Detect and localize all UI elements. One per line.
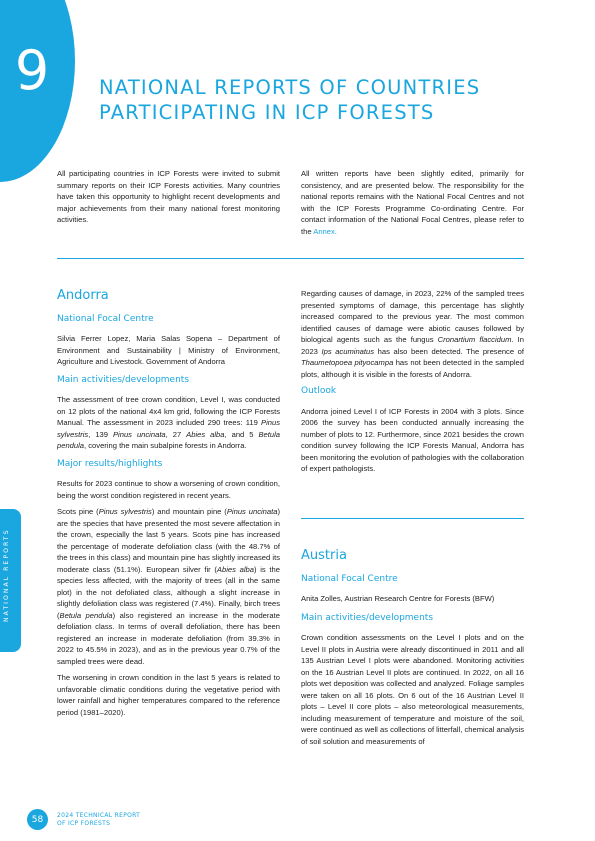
andorra-nfc-heading: National Focal Centre [57, 313, 154, 324]
footer-report-title [57, 812, 140, 828]
austria-nfc-text: Anita Zolles, Austrian Research Centre for Forests (BFW) [301, 594, 495, 603]
intro-divider [57, 258, 524, 259]
section-side-tab-label: NATIONAL REPORTS [3, 528, 10, 622]
page-number: 58 [27, 809, 48, 830]
intro-left-text: All participating countries in ICP Forests were invited to submit summary reports on their ICP Forests activities. Many countries have taken this opportunity to highlight recent developments and major achievements from their many national forest monitoring activities. [57, 169, 280, 224]
andorra-results-p2: Scots pine (Pinus sylvestris) and mountain pine (Pinus uncinata) are the species that have presented the most severe affectation in the crown, especially the last 5 years. Scots pine has increased the percentage of moderate defoliation class (with the 48.7% of the trees in this class) and mountain pine has slightly increased its moderate class (51.1%). European silver fir (Abies alba) is the species less affected, with the majority of trees (all in the same plot) in the not defoliated class, although a slight increase in slightly defoliation class was registered (7.4%). Finally, birch trees (Betula pendula) also registered an increase in the moderate defoliation class. In terms of overall defoliation, there has been registered an increase in moderate defoliation (from 39.3% in 2022 to 45.5% in 2023), and as in the previous year 0.7% of the sampled trees were dead. [57, 507, 280, 666]
annex-link[interactable]: Annex. [313, 226, 337, 236]
andorra-activities-heading: Main activities/developments [57, 374, 190, 385]
andorra-results-heading: Major results/highlights [57, 458, 163, 469]
austria-heading: Austria [301, 548, 347, 563]
andorra-results-p1: Results for 2023 continue to show a worsening of crown condition, being the worst condition registered in recent years. [57, 479, 280, 500]
chapter-title-line1: NATIONAL REPORTS OF COUNTRIES [99, 76, 481, 99]
austria-activities-heading: Main activities/developments [301, 612, 434, 623]
andorra-activities-text: The assessment of tree crown condition, Level I, was conducted on 12 plots of the national 4x4 km grid, following the ICP Forests Manual. The assessment in 2023 included 290 trees: 119 Pinus sylvestris, 139 Pinus uncinata, 27 Abies alba, and 5 Betula pendula, covering the main subalpine forests in Andorra. [57, 395, 280, 450]
footer-line1: 2024 TECHNICAL REPORT [57, 812, 141, 819]
andorra-results-p3: The worsening in crown condition in the last 5 years is related to unfavorable climatic conditions during the vegetative period with lower rainfall and higher temperatures compared to the reference period (1981–2020). [57, 673, 280, 717]
austria-nfc-heading: National Focal Centre [301, 573, 398, 584]
intro-right-body: All written reports have been slightly edited, primarily for consistency, and are presented below. The responsibility for the national reports remains with the National Focal Centres and not with the ICP Forests Programme Co-ordinating Centre. For contact information of the National Focal Centres, please refer to the [301, 169, 524, 236]
andorra-nfc-text: Silvia Ferrer Lopez, Maria Salas Sopena – Department of Environment and Sustainability | Ministry of Environment, Agriculture and Livestock. Government of Andorra [57, 334, 280, 366]
austria-activities-text: Crown condition assessments on the Level I plots and on the Level II plots in Austria were already discontinued in 2011 and all 135 Austrian Level I plots were abandoned. Monitoring activities on the 16 Austrian Level II plots are continued. In 2022, on all 16 plots wet deposition was collected and analyzed. Foliage samples were taken on all 16 plots. On 6 out of the 16 Austrian Level II plots – Level II core plots – also meteorological measurements, including measurement of temperature and moisture of the soil, were continued as well as collections of litterfall, chemical analysis of soil solution and measurements of [301, 633, 524, 746]
andorra-heading: Andorra [57, 288, 109, 303]
chapter-number: 9 [14, 39, 50, 102]
chapter-title [99, 75, 539, 125]
footer-line2: OF ICP FORESTS [57, 820, 111, 827]
intro-right-text [301, 168, 524, 237]
andorra-damage-text: Regarding causes of damage, in 2023, 22% of the sampled trees presented symptoms of damage, this percentage has slightly increased compared to the previous year. The most common identified causes of damage were abiotic causes followed by biological agents such as the fungus Cronartium flaccidum. In 2023 Ips acuminatus has also been detected. The presence of Thaumetopoea pityocampa has not been detected in the sampled plots, although it is visible in the forests of Andorra. [301, 289, 525, 379]
andorra-continued [301, 288, 524, 480]
andorra-outlook-text: Andorra joined Level I of ICP Forests in 2004 with 3 plots. Since 2006 the survey has been conducted annually increasing the number of plots to 12. Furthermore, since 2021 besides the crown condition survey following the ICP Forests Manual, Andorra has been monitoring the evolution of pathologies with the collaboration of expert pathologists. [301, 406, 524, 473]
andorra-outlook-heading: Outlook [301, 386, 337, 396]
austria-section [301, 550, 524, 752]
andorra-section [57, 290, 280, 723]
andorra-divider [301, 518, 524, 519]
chapter-title-line2: PARTICIPATING IN ICP FORESTS [99, 101, 435, 124]
